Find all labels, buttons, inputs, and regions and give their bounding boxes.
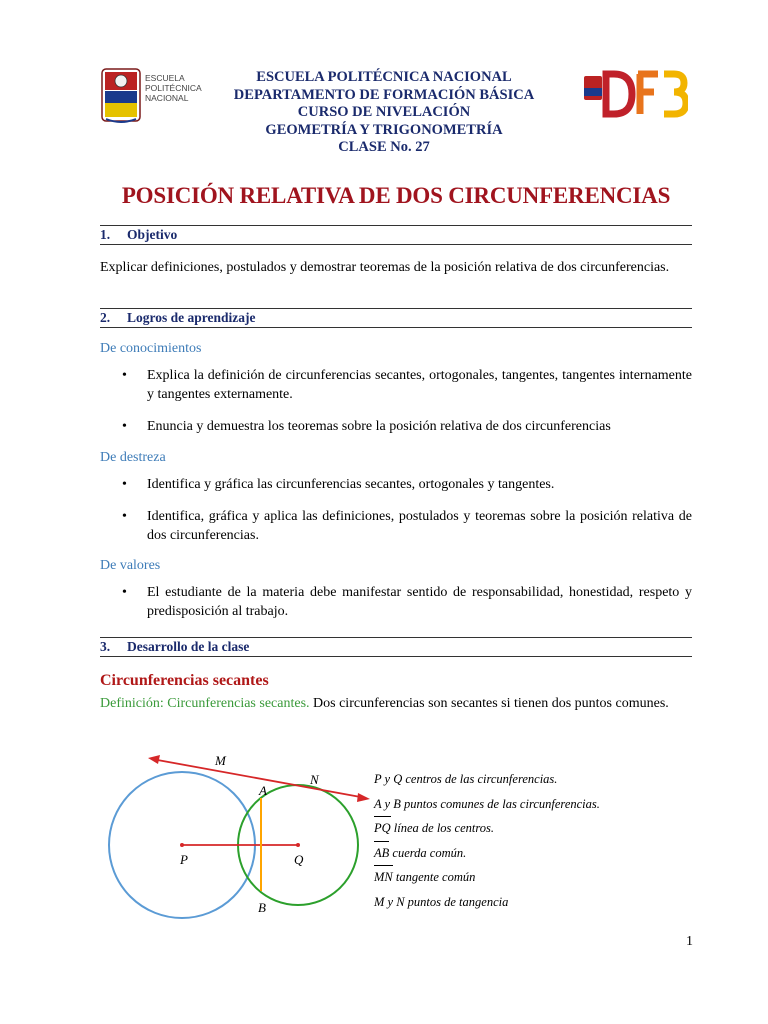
section-logros [100, 308, 692, 328]
list-item-text: Enuncia y demuestra los teoremas sobre la posición relativa de dos circunferencias [147, 419, 611, 434]
section-number: 3. [100, 639, 111, 654]
subheading-conocimientos: De conocimientos [100, 341, 202, 356]
line-mn-symbol: MN [374, 870, 393, 884]
list-item: • Identifica, gráfica y aplica las definiciones, postulados y teoremas sobre la posición relativa de dos circunferencias. [122, 508, 692, 545]
section-title: Logros de aprendizaje [127, 310, 256, 325]
section-objetivo [100, 225, 692, 245]
segment-ab-symbol: AB [374, 845, 390, 860]
dfb-logo [582, 70, 688, 118]
logo-text-3: NACIONAL [145, 93, 189, 103]
legend-pq-text: línea de los centros. [390, 821, 495, 835]
definition-text: Dos circunferencias son secantes si tienen dos puntos comunes. [309, 696, 669, 711]
legend-line-tangency: M y N puntos de tangencia [374, 894, 509, 909]
legend-line-centers: P y Q centros de las circunferencias. [374, 772, 558, 786]
section-desarrollo [100, 637, 692, 657]
label-b: B [258, 900, 266, 915]
list-item-text: Explica la definición de circunferencias secantes, ortogonales, tangentes, tangentes internamente y tangentes externamente. [147, 368, 692, 402]
header-line-5: CLASE No. 27 [338, 139, 430, 155]
header-line-3: CURSO DE NIVELACIÓN [297, 104, 471, 120]
list-item-text: Identifica y gráfica las circunferencias secantes, ortogonales y tangentes. [147, 477, 555, 492]
header-line-4: GEOMETRÍA Y TRIGONOMETRÍA [265, 121, 503, 138]
header-line-2: DEPARTAMENTO DE FORMACIÓN BÁSICA [233, 86, 535, 103]
page-number: 1 [686, 934, 693, 949]
figure-legend [374, 767, 600, 914]
definition-label: Definición: Circunferencias secantes. [100, 696, 310, 711]
subheading-destreza: De destreza [100, 450, 166, 465]
secant-circles-figure [100, 745, 370, 925]
label-q: Q [294, 852, 304, 867]
legend-mn-text: tangente común [392, 870, 476, 884]
list-item-text: Identifica, gráfica y aplica las definiciones, postulados y teoremas sobre la posición relativa de dos circunferencias. [147, 509, 692, 543]
legend-line-mn [374, 865, 600, 890]
label-n: N [310, 772, 319, 787]
page-title: POSICIÓN RELATIVA DE DOS CIRCUNFERENCIAS [121, 183, 671, 208]
list-item: • Identifica y gráfica las circunferencias secantes, ortogonales y tangentes. [122, 476, 692, 495]
definition-paragraph [100, 695, 692, 714]
segment-pq-symbol: PQ [374, 821, 391, 835]
legend-line-common-points: A y B puntos comunes de las circunferencias. [374, 796, 600, 811]
tangent-arrow-left [148, 755, 160, 764]
list-item: • El estudiante de la materia debe manifestar sentido de responsabilidad, honestidad, respeto y predisposición al trabajo. [122, 584, 692, 621]
legend-line-ab [374, 841, 600, 866]
center-p [180, 843, 184, 847]
list-item: • Enuncia y demuestra los teoremas sobre la posición relativa de dos circunferencias [122, 418, 692, 437]
list-item-text: El estudiante de la materia debe manifestar sentido de responsabilidad, honestidad, respeto y predisposición al trabajo. [147, 585, 692, 619]
list-item: • Explica la definición de circunferencias secantes, ortogonales, tangentes, tangentes internamente y tangentes externamente. [122, 367, 692, 404]
document-header [150, 69, 618, 157]
section-title: Desarrollo de la clase [127, 639, 250, 654]
legend-line-pq [374, 816, 600, 841]
logo-text-2: POLITÉCNICA [145, 83, 202, 93]
subtitle-secantes: Circunferencias secantes [100, 672, 269, 689]
label-p: P [180, 852, 188, 867]
tangent-arrow-right [357, 793, 370, 802]
header-line-1: ESCUELA POLITÉCNICA NACIONAL [256, 69, 512, 85]
logo-text-1: ESCUELA [145, 73, 185, 83]
section-title: Objetivo [127, 227, 178, 242]
center-q [296, 843, 300, 847]
subheading-valores: De valores [100, 558, 161, 573]
section-number: 2. [100, 310, 111, 325]
legend-ab-text: cuerda común. [389, 845, 467, 860]
label-a: A [259, 783, 267, 798]
objective-text: Explicar definiciones, postulados y demostrar teoremas de la posición relativa de dos circunferencias. [100, 260, 670, 275]
section-number: 1. [100, 227, 111, 242]
label-m: M [215, 753, 226, 768]
